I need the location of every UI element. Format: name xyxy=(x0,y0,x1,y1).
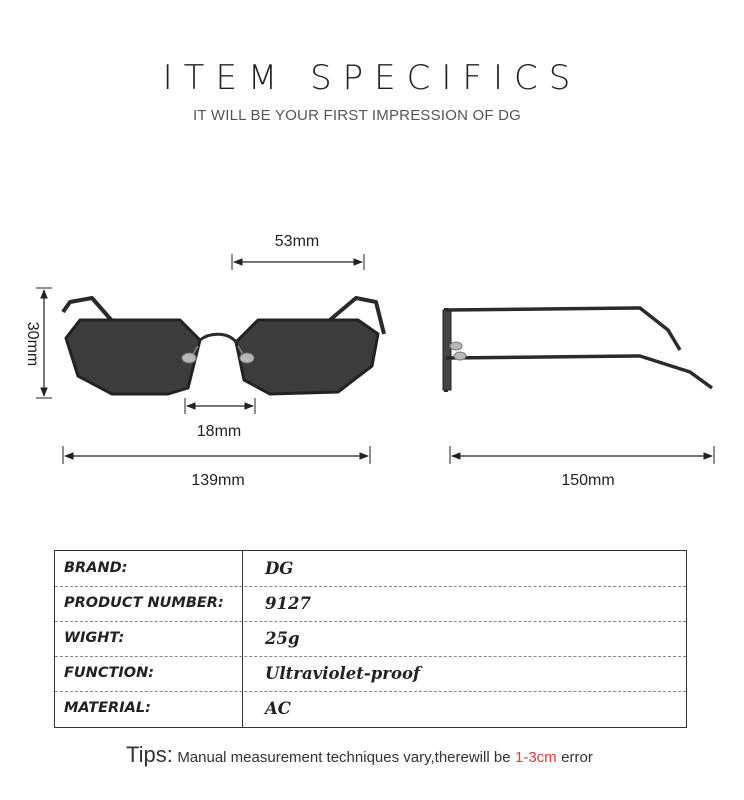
lens-width-dimension xyxy=(232,233,364,270)
tips-text-end: error xyxy=(561,749,593,766)
tips-highlight: 1-3cm xyxy=(515,749,557,766)
lens-height-dimension xyxy=(24,288,52,398)
frame-width-label: 139mm xyxy=(191,472,245,489)
temple-length-label: 150mm xyxy=(561,472,615,489)
spec-value: DG xyxy=(265,559,294,578)
glasses-side-view xyxy=(443,308,712,392)
bridge-label: 18mm xyxy=(196,423,242,440)
spec-value: 9127 xyxy=(265,594,311,613)
spec-value: Ultraviolet-proof xyxy=(265,664,421,683)
spec-row-material xyxy=(55,691,686,726)
spec-value: AC xyxy=(265,699,291,718)
page-subtitle: IT WILL BE YOUR FIRST IMPRESSION OF DG xyxy=(193,107,521,124)
page-title: ITEM SPECIFICS xyxy=(162,58,582,98)
spec-key: BRAND: xyxy=(64,560,128,576)
temple-length-dimension xyxy=(450,446,714,489)
spec-value: 25g xyxy=(265,629,300,648)
spec-key: FUNCTION: xyxy=(64,665,155,681)
spec-row-function xyxy=(55,656,686,691)
tips-label: Tips: xyxy=(126,742,173,767)
bridge-dimension xyxy=(185,398,255,440)
spec-row-weight xyxy=(55,621,686,656)
spec-key: WIGHT: xyxy=(64,630,125,646)
spec-key: PRODUCT NUMBER: xyxy=(64,595,224,611)
lens-width-label: 53mm xyxy=(274,233,320,250)
spec-row-product-number xyxy=(55,586,686,621)
glasses-front-view xyxy=(63,298,384,394)
spec-table xyxy=(54,550,687,728)
lens-height-label: 30mm xyxy=(24,321,41,367)
tips-note xyxy=(126,742,593,768)
frame-width-dimension xyxy=(63,446,370,489)
spec-row-brand xyxy=(55,551,686,586)
spec-key: MATERIAL: xyxy=(64,700,151,716)
tips-text: Manual measurement techniques vary,therewill be xyxy=(177,749,511,766)
